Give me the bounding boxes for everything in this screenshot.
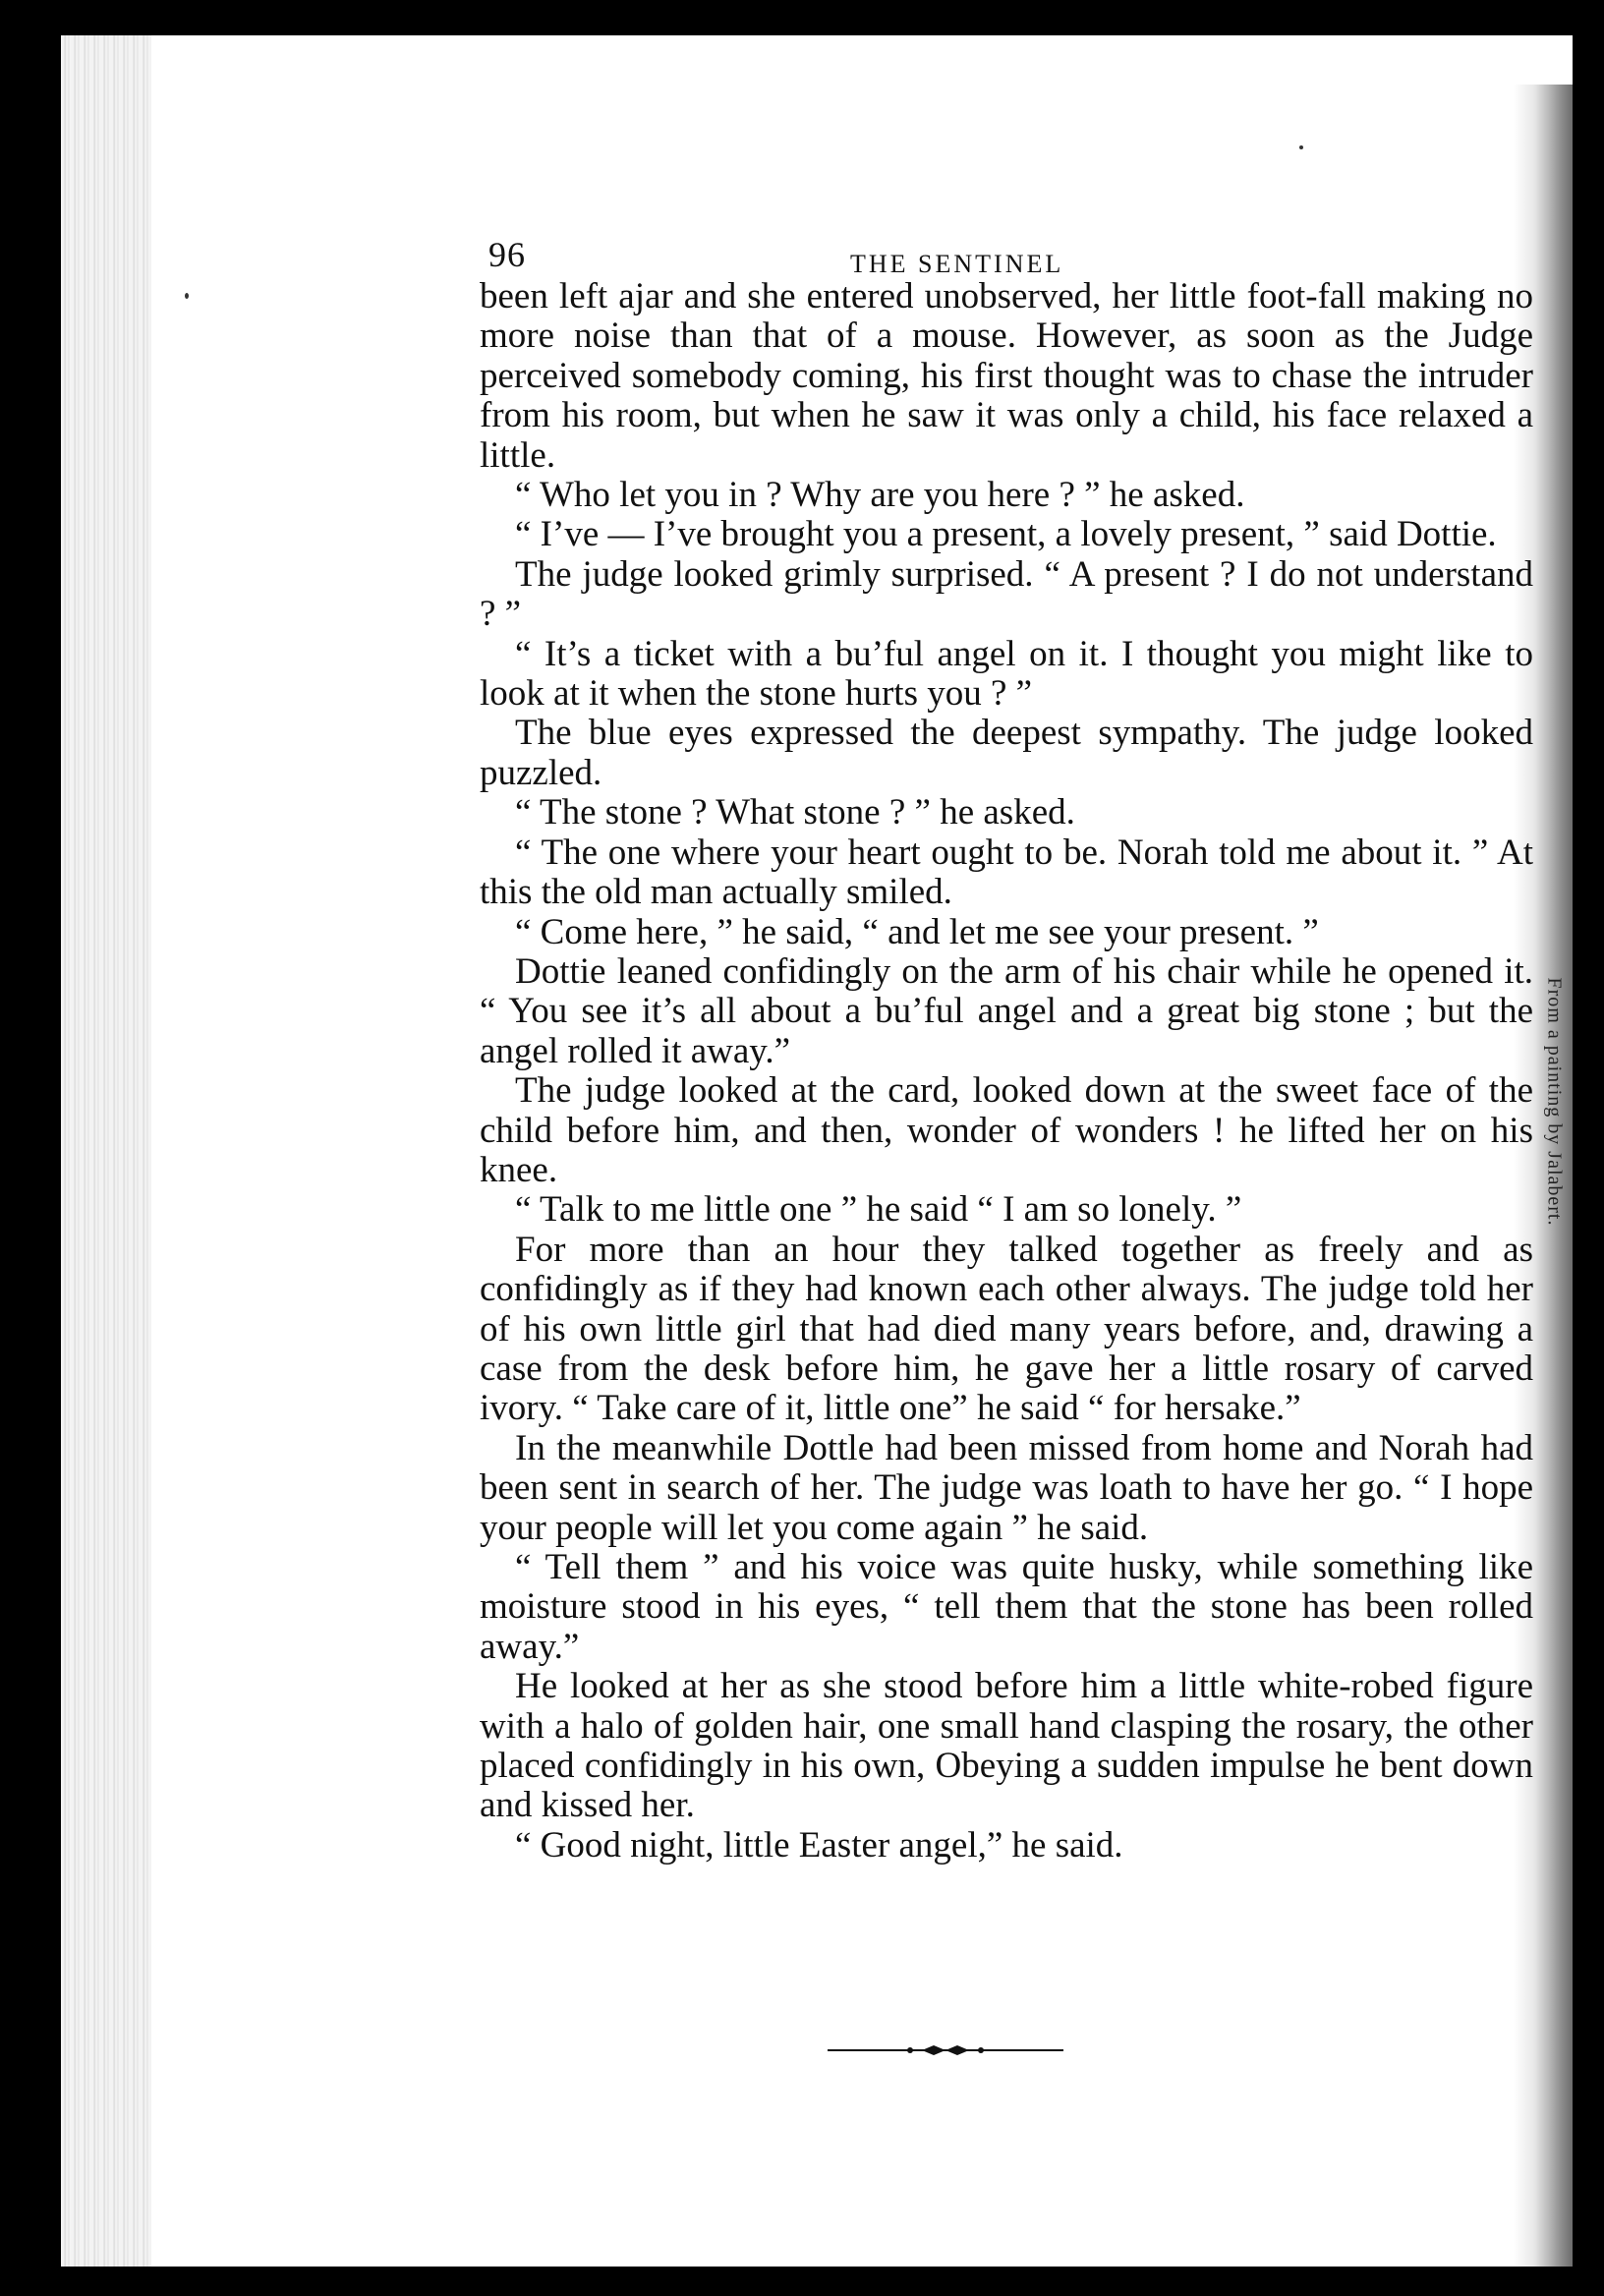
- paragraph: “ Come here, ” he said, “ and let me see your present. ”: [515, 911, 1319, 952]
- page-edges: [61, 35, 151, 2267]
- body-text: [480, 277, 1533, 1866]
- book-page: [61, 35, 1573, 2267]
- paragraph: been left ajar and she entered unobserved, her little foot-fall making no more noise than that of a mouse. However, as soon as the Judge perceived somebody coming, his first thought was to chase the intruder from his room, but when he saw it was only a child, his face relaxed a little.: [480, 276, 1533, 476]
- running-title: THE SENTINEL: [850, 250, 1064, 278]
- paragraph: For more than an hour they talked together as freely and as confidingly as if they had known each other always. The judge told her of his own little girl that had died many years before, and, drawing a case from the desk before him, he gave her a little rosary of carved ivory. “ Take care of it, little one” he said “ for hersake.”: [480, 1229, 1533, 1429]
- print-speck: [1299, 145, 1303, 149]
- paragraph: In the meanwhile Dottle had been missed from home and Norah had been sent in search of her. The judge was loath to have her go. “ I hope your people will let you come again ” he said.: [480, 1427, 1533, 1548]
- page-number: 96: [488, 235, 526, 274]
- paragraph: “ I’ve — I’ve brought you a present, a lovely present, ” said Dottie.: [515, 514, 1497, 555]
- illustration-caption: [1539, 935, 1569, 1269]
- end-ornament-icon: [828, 2040, 1063, 2060]
- paragraph: The judge looked grimly surprised. “ A present ? I do not understand ? ”: [480, 553, 1533, 635]
- paragraph: “ Good night, little Easter angel,” he said.: [515, 1824, 1123, 1866]
- paragraph: Dottie leaned confidingly on the arm of his chair while he opened it. “ You see it’s all about a bu’ful angel and a great big stone ; but the angel rolled it away.”: [480, 950, 1533, 1071]
- paragraph: “ The stone ? What stone ? ” he asked.: [515, 792, 1075, 833]
- paragraph: He looked at her as she stood before him a little white-robed figure with a halo of golden hair, one small hand clasping the rosary, the other placed confidingly in his own, Obeying a sudden impulse he bent down and kissed her.: [480, 1666, 1533, 1826]
- caption-text: From a painting by Jalabert.: [1543, 977, 1566, 1227]
- print-speck: [185, 293, 189, 299]
- paragraph: “ Who let you in ? Why are you here ? ” he asked.: [515, 475, 1245, 516]
- page-header: [488, 199, 1540, 277]
- paragraph: “ It’s a ticket with a bu’ful angel on it. I thought you might like to look at it when the stone hurts you ? ”: [480, 633, 1533, 715]
- paragraph: “ Tell them ” and his voice was quite husky, while something like moisture stood in his eyes, “ tell them that the stone has been rolled away.”: [480, 1547, 1533, 1667]
- paragraph: “ Talk to me little one ” he said “ I am so lonely. ”: [515, 1189, 1242, 1231]
- paragraph: The judge looked at the card, looked down at the sweet face of the child before him, and then, wonder of wonders ! he lifted her on his knee.: [480, 1070, 1533, 1190]
- paragraph: “ The one where your heart ought to be. Norah told me about it. ” At this the old man actually smiled.: [480, 832, 1533, 913]
- paragraph: The blue eyes expressed the deepest sympathy. The judge looked puzzled.: [480, 713, 1533, 793]
